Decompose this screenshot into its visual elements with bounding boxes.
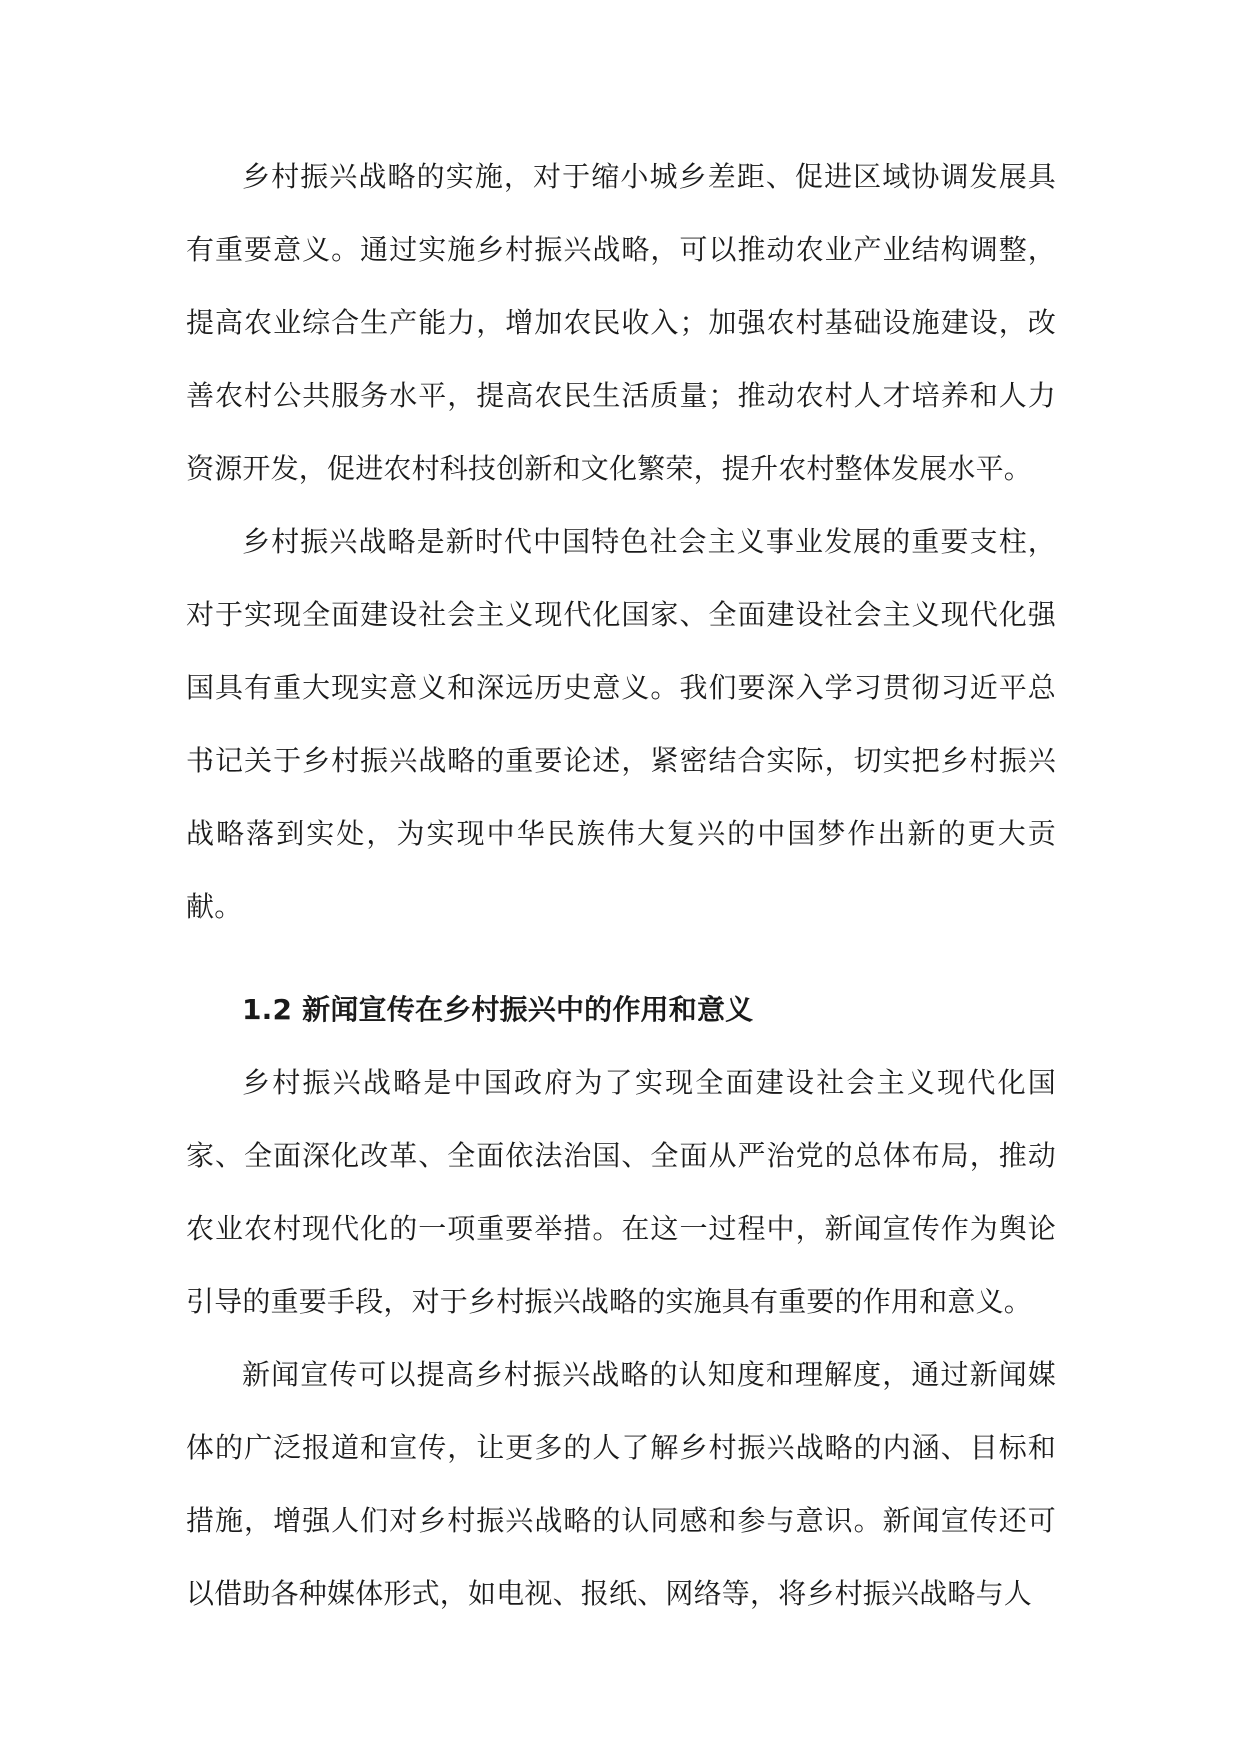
body-paragraph: 乡村振兴战略是中国政府为了实现全面建设社会主义现代化国家、全面深化改革、全面依法治国、全面从严治党的总体布局，推动农业农村现代化的一项重要举措。在这一过程中，新闻宣传作为舆论引导的重要手段，对于乡村振兴战略的实施具有重要的作用和意义。 — [186, 1066, 1056, 1318]
body-paragraph: 乡村振兴战略的实施，对于缩小城乡差距、促进区域协调发展具有重要意义。通过实施乡村振兴战略，可以推动农业产业结构调整，提高农业综合生产能力，增加农民收入；加强农村基础设施建设，改善农村公共服务水平，提高农民生活质量；推动农村人才培养和人力资源开发，促进农村科技创新和文化繁荣，提升农村整体发展水平。 — [186, 160, 1056, 485]
section-heading: 1.2 新闻宣传在乡村振兴中的作用和意义 — [242, 993, 754, 1026]
body-paragraph: 新闻宣传可以提高乡村振兴战略的认知度和理解度，通过新闻媒体的广泛报道和宣传，让更多的人了解乡村振兴战略的内涵、目标和措施，增强人们对乡村振兴战略的认同感和参与意识。新闻宣传还可以借助各种媒体形式，如电视、报纸、网络等，将乡村振兴战略与人 — [186, 1358, 1056, 1610]
body-paragraph: 乡村振兴战略是新时代中国特色社会主义事业发展的重要支柱，对于实现全面建设社会主义现代化国家、全面建设社会主义现代化强国具有重大现实意义和深远历史意义。我们要深入学习贯彻习近平总书记关于乡村振兴战略的重要论述，紧密结合实际，切实把乡村振兴战略落到实处，为实现中华民族伟大复兴的中国梦作出新的更大贡献。 — [186, 525, 1056, 923]
document-body — [186, 140, 1056, 1630]
